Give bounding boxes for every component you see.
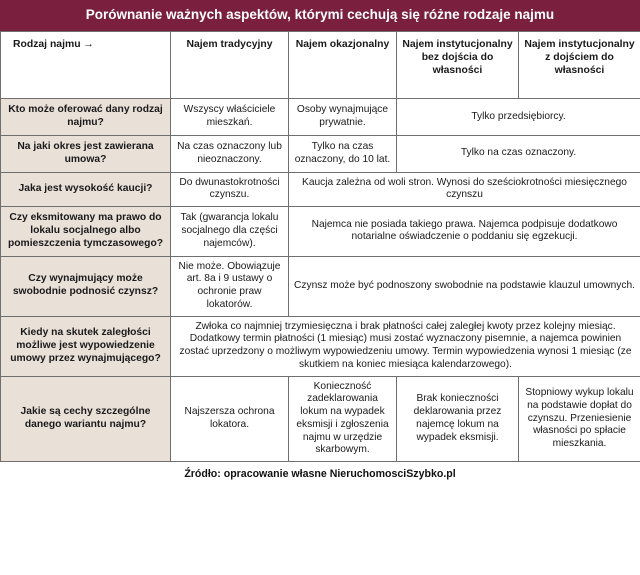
column-header-najem-okazjonalny: Najem okazjonalny [289,32,397,99]
column-header-rodzaj-najmu: Rodzaj najmu → [1,32,171,99]
row-header: Jakie są cechy szczególne danego wariantu najmu? [1,376,171,462]
table-row [1,207,640,257]
table-row [1,316,640,376]
row-header: Jaka jest wysokość kaucji? [1,172,171,207]
rental-comparison-table [0,31,640,462]
table-row [1,172,640,207]
table-cell: Zwłoka co najmniej trzymiesięczna i brak płatności całej zaległej kwoty przez kolejny miesiąc. Dodatkowy termin płatności (1 miesiąc) musi zostać wyznaczony pisemnie, a najemca powinien zostać uprzedzony o możliwym wypowiedzeniu umowy. Termin wypowiedzenia wynosi 1 miesiąc (ze skutkiem na koniec miesiąca kalendarzowego). [171,316,640,376]
source-note: Źródło: opracowanie własne NieruchomosciSzybko.pl [0,462,640,485]
table-cell: Tylko przedsiębiorcy. [397,99,640,136]
table-row [1,135,640,172]
row-header: Na jaki okres jest zawierana umowa? [1,135,171,172]
table-cell: Brak konieczności deklarowania przez najemcę lokum na wypadek eksmisji. [397,376,519,462]
table-cell: Tylko na czas oznaczony, do 10 lat. [289,135,397,172]
table-container [0,31,640,462]
page-title: Porównanie ważnych aspektów, którymi cechują się różne rodzaje najmu [0,0,640,31]
row-header: Czy wynajmujący może swobodnie podnosić czynsz? [1,256,171,316]
table-row [1,99,640,136]
row-header: Czy eksmitowany ma prawo do lokalu socjalnego albo pomieszczenia tymczasowego? [1,207,171,257]
table-head [1,32,640,99]
column-header-najem-instytucjonalny-z: Najem instytucjonalny z dojściem do własności [519,32,640,99]
table-cell: Konieczność zadeklarowania lokum na wypadek eksmisji i zgłoszenia najmu w urzędzie skarbowym. [289,376,397,462]
table-cell: Najszersza ochrona lokatora. [171,376,289,462]
table-cell: Tak (gwarancja lokalu socjalnego dla części najemców). [171,207,289,257]
table-cell: Tylko na czas oznaczony. [397,135,640,172]
table-cell: Czynsz może być podnoszony swobodnie na podstawie klauzul umownych. [289,256,640,316]
row-header: Kiedy na skutek zaległości możliwe jest wypowiedzenie umowy przez wynajmującego? [1,316,171,376]
table-row [1,376,640,462]
table-cell: Kaucja zależna od woli stron. Wynosi do sześciokrotności miesięcznego czynszu [289,172,640,207]
table-cell: Na czas oznaczony lub nieoznaczony. [171,135,289,172]
column-header-najem-tradycyjny: Najem tradycyjny [171,32,289,99]
table-cell: Do dwunastokrotności czynszu. [171,172,289,207]
table-body [1,99,640,462]
column-header-najem-instytucjonalny-bez: Najem instytucjonalny bez dojścia do własności [397,32,519,99]
table-cell: Osoby wynajmujące prywatnie. [289,99,397,136]
table-cell: Najemca nie posiada takiego prawa. Najemca podpisuje dodatkowo notarialne oświadczenie o poddaniu się egzekucji. [289,207,640,257]
table-cell: Wszyscy właściciele mieszkań. [171,99,289,136]
table-cell: Stopniowy wykup lokalu na podstawie dopłat do czynszu. Przeniesienie własności po spłacie mieszkania. [519,376,640,462]
header-row [1,32,640,99]
table-cell: Nie może. Obowiązuje art. 8a i 9 ustawy o ochronie praw lokatorów. [171,256,289,316]
table-row [1,256,640,316]
row-header: Kto może oferować dany rodzaj najmu? [1,99,171,136]
